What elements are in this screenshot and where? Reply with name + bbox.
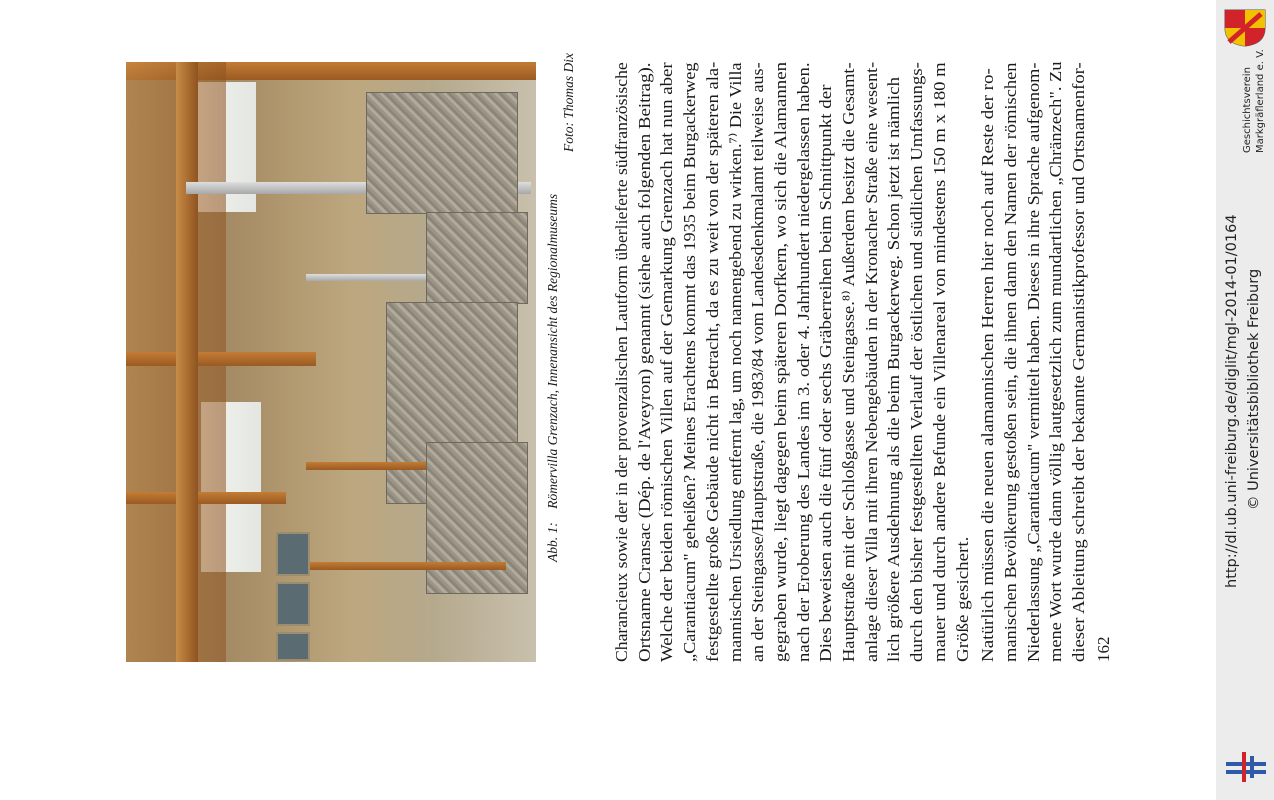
text-line: mannischen Ursiedlung entfernt lag, um noch namengebend zu wirken.⁷⁾ Die Villa: [725, 62, 745, 662]
roman-wall-remains: [366, 92, 518, 214]
text-line: gegraben wurde, liegt dagegen beim späteren Dorfkern, wo sich die Alamannen: [770, 62, 790, 663]
roman-wall-remains: [426, 442, 528, 594]
text-line: lich größere Ausdehnung als die beim Burgackerweg. Schon jetzt ist nämlich: [884, 76, 904, 663]
library-logo-icon: [1226, 752, 1266, 782]
display-case: [276, 582, 310, 626]
page-number: 162: [1094, 636, 1113, 662]
society-crest-icon: [1223, 8, 1267, 48]
text-line: mene Wort wurde dann völlig lautgesetzlich zum mundartlichen „Chränzech". Zu: [1046, 61, 1066, 662]
display-case: [276, 632, 310, 661]
text-line: manischen Bevölkerung gestoßen sein, die ihnen dann den Namen der römischen: [1000, 62, 1020, 663]
copyright-notice: © Universitätsbibliothek Freiburg: [1246, 268, 1262, 510]
text-line: Charancieux sowie der in der provenzalischen Lautform überlieferte südfranzösische: [612, 62, 631, 663]
text-line: dieser Ableitung schreibt der bekannte Germanistikprofessor und Ortsnamenfor-: [1069, 62, 1088, 662]
caption-text: Römervilla Grenzach, Innenansicht des Regionalmuseums: [545, 193, 560, 509]
text-line: durch den bisher festgestellten Verlauf der östlichen und südlichen Umfassungs-: [907, 62, 927, 662]
walkway-railing: [306, 562, 506, 570]
source-url[interactable]: http://dl.ub.uni-freiburg.de/diglit/mgl-2014-01/0164: [1224, 214, 1240, 588]
society-name-line1: Geschichtsverein: [1242, 67, 1253, 153]
text-line: an der Steingasse/Hauptstraße, die 1983/84 vom Landesdenkmalamt teilweise aus-: [748, 62, 768, 662]
text-line: Niederlassung „Carantiacum" vermittelt haben. Dieses in ihre Sprache aufgenom-: [1023, 62, 1043, 663]
text-line: Größe gesichert.: [952, 536, 972, 662]
text-line: mauer und durch andere Befunde ein Villenareal von mindestens 150 m x 180 m: [929, 62, 949, 663]
text-line: nach der Eroberung des Landes im 3. oder 4. Jahrhundert niedergelassen haben.: [793, 62, 813, 662]
text-line: festgestellte große Gebäude nicht in Betracht, da es zu weit von der späteren ala-: [702, 61, 722, 663]
walkway-railing: [306, 462, 426, 470]
text-line: anlage dieser Villa mit ihren Nebengebäuden in der Kronacher Straße eine wesent-: [861, 61, 881, 663]
text-line: Natürlich müssen die neuen alamannischen Herren hier noch auf Reste der ro-: [978, 68, 998, 662]
text-line: Welche der beiden römischen Villen auf der Gemarkung Grenzach hat nun aber: [657, 62, 677, 663]
photo-credit: Foto: Thomas Dix: [561, 53, 576, 152]
text-line: „Carantiacum" geheißen? Meines Erachtens kommt das 1935 beim Burgackerweg: [680, 62, 700, 663]
figure-caption: [545, 194, 561, 562]
roof-beam: [126, 352, 316, 366]
text-line: Dies beweisen auch die fünf oder sechs Gräberreihen beim Schnittpunkt der: [816, 84, 836, 662]
display-case: [276, 532, 310, 576]
roof-beam: [126, 492, 286, 504]
caption-label: Abb. 1:: [545, 522, 560, 562]
text-line: Hauptstraße mit der Schloßgasse und Steingasse.⁸⁾ Außerdem besitzt die Gesamt-: [839, 62, 858, 662]
museum-photo: [126, 62, 536, 662]
main-girder: [176, 62, 198, 662]
text-line: Ortsname Cransac (Dép. de l'Aveyron) genannt (siehe auch folgenden Beitrag).: [634, 62, 654, 662]
society-name-line2: Markgräflerland e. V.: [1255, 49, 1266, 153]
roman-wall-remains: [426, 212, 528, 304]
